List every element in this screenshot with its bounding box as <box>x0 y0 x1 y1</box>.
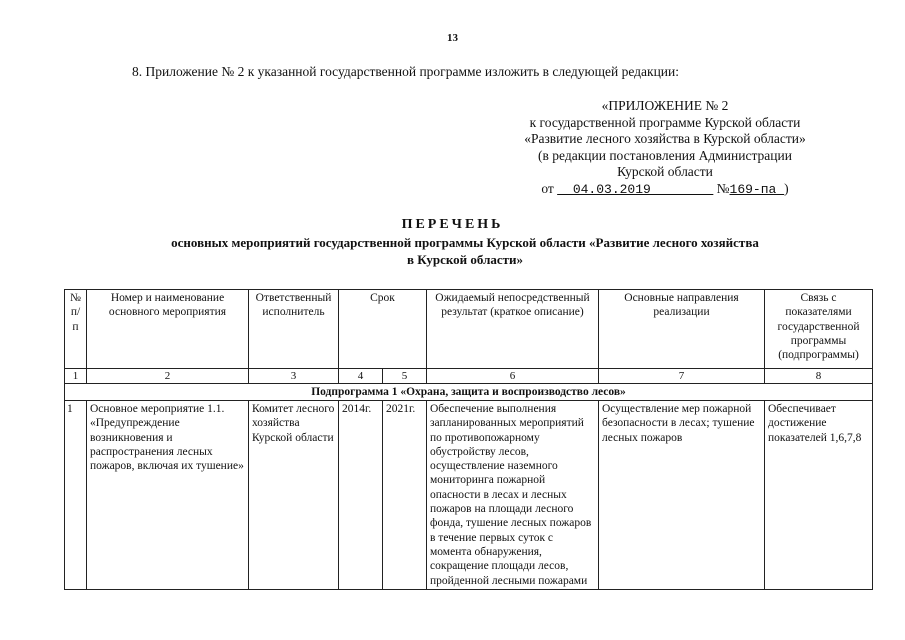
column-number: 7 <box>599 369 765 384</box>
intro-text: 8. Приложение № 2 к указанной государственной программе изложить в следующей редакции: <box>132 64 679 79</box>
header-directions: Основные направления реализации <box>599 290 765 369</box>
row-start: 2014г. <box>339 401 383 590</box>
row-result: Обеспечение выполнения запланированных мероприятий по противопожарному обустройству лесов, осуществление наземного мониторинга пожарной опасности в лесах и лесных пожаров на площади лесного фонда, тушение лесных пожаров в течение первых суток с момента обнаружения, сокращение площади лесов, пройденной лесными пожарами <box>427 401 599 590</box>
header-link: Связь с показателями государственной программы (подпрограммы) <box>765 290 873 369</box>
column-number: 8 <box>765 369 873 384</box>
row-link: Обеспечивает достижение показателей 1,6,7,8 <box>765 401 873 590</box>
heading-title: ПЕРЕЧЕНЬ <box>401 217 504 232</box>
column-number: 5 <box>383 369 427 384</box>
row-end: 2021г. <box>383 401 427 590</box>
column-number: 2 <box>87 369 249 384</box>
number-prefix: № <box>716 180 730 196</box>
subprogram-title: Подпрограмма 1 «Охрана, защита и воспроизводство лесов» <box>65 384 873 401</box>
column-number: 6 <box>427 369 599 384</box>
header-responsible: Ответственный исполнитель <box>249 290 339 369</box>
appendix-date-line <box>470 181 860 199</box>
appendix-title: «ПРИЛОЖЕНИЕ № 2 <box>601 98 729 113</box>
heading-subtitle-line-2: в Курской области» <box>406 252 524 267</box>
measures-table <box>64 289 873 590</box>
column-number-row <box>65 369 873 384</box>
subprogram-row <box>65 384 873 401</box>
date-prefix: от <box>541 180 554 196</box>
heading-subtitle <box>120 234 810 268</box>
heading-subtitle-line-1: основных мероприятий государственной программы Курской области «Развитие лесного хозяйства <box>171 235 759 250</box>
row-num: 1 <box>65 401 87 590</box>
header-result: Ожидаемый непосредственный результат (краткое описание) <box>427 290 599 369</box>
row-responsible: Комитет лесного хозяйства Курской области <box>249 401 339 590</box>
appendix-line-1: к государственной программе Курской области <box>529 114 801 130</box>
date-value: __04.03.2019________ <box>557 181 714 197</box>
row-name: Основное мероприятие 1.1. «Предупреждение возникновения и распространения лесных пожаров, включая их тушение» <box>87 401 249 590</box>
header-num: № п/п <box>65 290 87 369</box>
appendix-line-4: Курской области <box>617 164 713 179</box>
row-directions: Осуществление мер пожарной безопасности в лесах; тушение лесных пожаров <box>599 401 765 590</box>
closing-paren: ) <box>784 180 789 196</box>
appendix-line-2: «Развитие лесного хозяйства в Курской области» <box>524 131 806 146</box>
header-term: Срок <box>339 290 427 369</box>
header-name: Номер и наименование основного мероприятия <box>87 290 249 369</box>
table-row <box>65 401 873 590</box>
number-value: 169-па_ <box>729 181 785 197</box>
column-number: 3 <box>249 369 339 384</box>
column-number: 4 <box>339 369 383 384</box>
appendix-line-3: (в редакции постановления Администрации <box>538 147 792 163</box>
appendix-block <box>470 98 860 198</box>
page-number: 13 <box>447 32 458 44</box>
column-number: 1 <box>65 369 87 384</box>
table-header-row <box>65 290 873 369</box>
